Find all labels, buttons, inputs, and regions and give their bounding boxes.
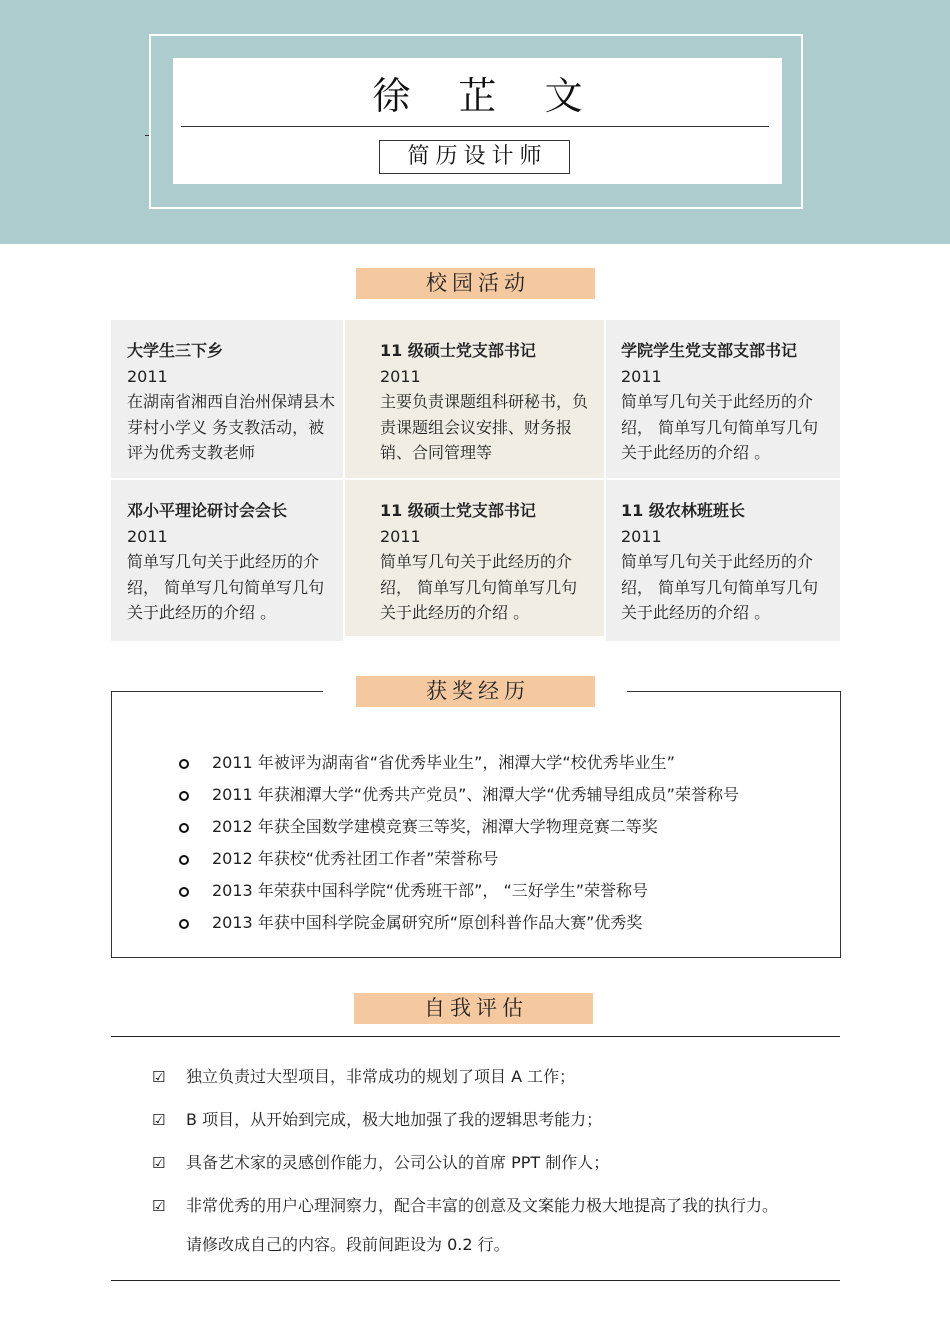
award-text: 2011 年被评为湖南省“省优秀毕业生”，湘潭大学“校优秀毕业生” xyxy=(212,753,675,772)
campus-card-year: 2011 xyxy=(127,526,168,546)
campus-card-title: 大学生三下乡 xyxy=(127,341,224,360)
list-item xyxy=(182,848,782,870)
campus-card-desc: 简单写几句关于此经历的介绍， 简单写几句简单写几句关于此经历的介绍 。 xyxy=(127,552,325,622)
campus-card xyxy=(111,320,343,478)
campus-card-title: 邓小平理论研讨会会长 xyxy=(127,501,288,520)
campus-card-title: 11 级硕士党支部书记 xyxy=(380,501,536,520)
job-title: 简历设计师 xyxy=(379,140,570,174)
list-item xyxy=(152,1152,842,1174)
list-item xyxy=(152,1066,842,1088)
campus-card xyxy=(606,480,840,641)
circle-bullet-icon xyxy=(179,823,189,833)
campus-card-desc: 主要负责课题组科研秘书，负责课题组会议安排、财务报销、合同管理等 xyxy=(380,392,589,462)
section-divider-bottom xyxy=(111,1280,840,1281)
name-divider xyxy=(181,126,769,127)
campus-card xyxy=(345,480,604,636)
circle-bullet-icon xyxy=(179,887,189,897)
list-item xyxy=(182,816,782,838)
circle-bullet-icon xyxy=(179,919,189,929)
campus-card-year: 2011 xyxy=(621,526,662,546)
campus-card-year: 2011 xyxy=(380,366,421,386)
section-title-self-eval: 自我评估 xyxy=(354,993,593,1024)
checkbox-icon: ☑ xyxy=(152,1068,166,1086)
self-eval-text: B 项目，从开始到完成，极大地加强了我的逻辑思考能力； xyxy=(186,1110,603,1129)
checkbox-icon: ☑ xyxy=(152,1111,166,1129)
list-item xyxy=(182,880,782,902)
campus-card xyxy=(111,480,343,641)
list-item xyxy=(152,1109,842,1131)
list-item xyxy=(182,752,782,774)
campus-card-year: 2011 xyxy=(127,366,168,386)
section-divider-top xyxy=(111,1036,840,1037)
section-title-campus: 校园活动 xyxy=(356,268,595,299)
section-title-awards: 获奖经历 xyxy=(356,676,595,707)
self-eval-note: 请修改成自己的内容。段前间距设为 0.2 行。 xyxy=(186,1235,510,1254)
campus-card xyxy=(345,320,604,478)
campus-card-year: 2011 xyxy=(621,366,662,386)
campus-card-desc: 简单写几句关于此经历的介绍， 简单写几句简单写几句关于此经历的介绍 。 xyxy=(621,392,819,462)
award-text: 2012 年获全国数学建模竞赛三等奖，湘潭大学物理竞赛二等奖 xyxy=(212,817,658,836)
self-eval-text: 非常优秀的用户心理洞察力，配合丰富的创意及文案能力极大地提高了我的执行力。 xyxy=(186,1196,779,1215)
checkbox-icon: ☑ xyxy=(152,1154,166,1172)
list-item xyxy=(182,912,782,934)
campus-card-desc: 简单写几句关于此经历的介绍， 简单写几句简单写几句关于此经历的介绍 。 xyxy=(621,552,819,622)
award-text: 2013 年获中国科学院金属研究所“原创科普作品大赛”优秀奖 xyxy=(212,913,643,932)
awards-box xyxy=(111,691,841,958)
decorative-tick xyxy=(145,135,149,136)
self-eval-list xyxy=(152,1066,842,1238)
resume-name: 徐 芷 文 xyxy=(372,74,601,118)
campus-card-title: 11 级硕士党支部书记 xyxy=(380,341,536,360)
circle-bullet-icon xyxy=(179,759,189,769)
self-eval-text: 具备艺术家的灵感创作能力，公司公认的首席 PPT 制作人； xyxy=(186,1153,610,1172)
campus-card-title: 学院学生党支部支部书记 xyxy=(621,341,798,360)
header-card xyxy=(173,58,782,184)
awards-list xyxy=(182,752,782,944)
award-text: 2013 年荣获中国科学院“优秀班干部”， “三好学生”荣誉称号 xyxy=(212,881,649,900)
campus-card-title: 11 级农林班班长 xyxy=(621,501,745,520)
self-eval-text: 独立负责过大型项目，非常成功的规划了项目 A 工作； xyxy=(186,1067,576,1086)
campus-card-desc: 在湖南省湘西自治州保靖县木芽村小学义 务支教活动，被评为优秀支教老师 xyxy=(127,392,336,462)
checkbox-icon: ☑ xyxy=(152,1197,166,1215)
list-item xyxy=(182,784,782,806)
campus-grid xyxy=(111,320,840,641)
campus-card-desc: 简单写几句关于此经历的介绍， 简单写几句简单写几句关于此经历的介绍 。 xyxy=(380,552,578,622)
campus-card-year: 2011 xyxy=(380,526,421,546)
circle-bullet-icon xyxy=(179,855,189,865)
list-item xyxy=(152,1195,842,1217)
award-text: 2012 年获校“优秀社团工作者”荣誉称号 xyxy=(212,849,499,868)
award-text: 2011 年获湘潭大学“优秀共产党员”、湘潭大学“优秀辅导组成员”荣誉称号 xyxy=(212,785,739,804)
circle-bullet-icon xyxy=(179,791,189,801)
campus-card xyxy=(606,320,840,478)
